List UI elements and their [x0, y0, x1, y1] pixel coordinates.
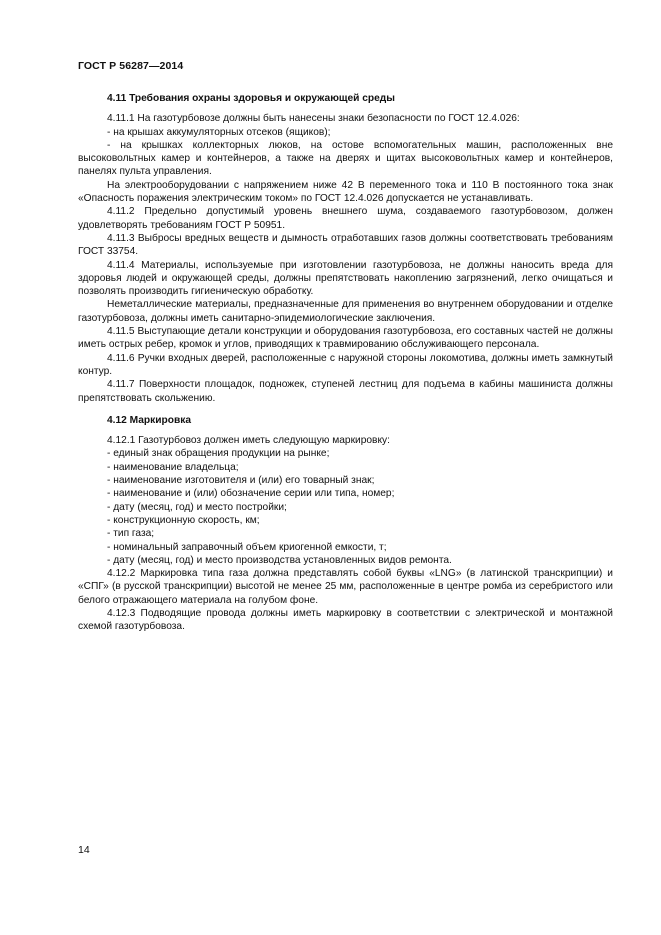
- paragraph-4-12-2: 4.12.2 Маркировка типа газа должна представлять собой буквы «LNG» (в латинской транскрипции) и «СПГ» (в русской транскрипции) высотой не менее 25 мм, расположенные в центре ромба из серебристого или белого отражающего материала на голубом фоне.: [78, 568, 613, 606]
- list-item: - наименование изготовителя и (или) его товарный знак;: [107, 475, 375, 487]
- list-item: - на крышах аккумуляторных отсеков (ящиков);: [107, 126, 331, 138]
- paragraph-4-11-2: 4.11.2 Предельно допустимый уровень внешнего шума, создаваемого газотурбовозом, должен удовлетворять требованиям ГОСТ Р 50951.: [78, 206, 613, 231]
- list-item: - номинальный заправочный объем криогенной емкости, т;: [107, 541, 387, 553]
- paragraph-4-12-3: 4.12.3 Подводящие провода должны иметь маркировку в соответствии с электрической и монтажной схемой газотурбовоза.: [78, 607, 613, 633]
- paragraph-nonmetallic-materials: Неметаллические материалы, предназначенные для применения во внутреннем оборудовании и отделке газотурбовоза, должны иметь санитарно-эпидемиологические заключения.: [78, 299, 613, 324]
- paragraph-4-11-3: 4.11.3 Выбросы вредных веществ и дымность отработавших газов должны соответствовать требованиям ГОСТ 33754.: [78, 232, 613, 258]
- list-item: - конструкционную скорость, км;: [107, 514, 260, 526]
- document-header: ГОСТ Р 56287—2014: [78, 60, 184, 72]
- paragraph-4-11-6: 4.11.6 Ручки входных дверей, расположенные с наружной стороны локомотива, должны иметь замкнутый контур.: [78, 352, 613, 377]
- section-title-4-11: 4.11 Требования охраны здоровья и окружающей среды: [107, 93, 395, 104]
- list-item: - наименование владельца;: [107, 461, 239, 473]
- paragraph-4-11-7: 4.11.7 Поверхности площадок, подножек, ступеней лестниц для подъема в кабины машиниста должны препятствовать скольжению.: [78, 379, 613, 404]
- paragraph-electrical-note: На электрооборудовании с напряжением ниже 42 В переменного тока и 110 В постоянного тока знак «Опасность поражения электрическим током» по ГОСТ 12.4.026 допускается не устанавливать.: [78, 179, 613, 205]
- paragraph-4-11-5: 4.11.5 Выступающие детали конструкции и оборудования газотурбовоза, его составных частей не должны иметь острых ребер, кромок и углов, приводящих к травмированию обслуживающего персонала.: [78, 326, 613, 351]
- page-number: 14: [78, 844, 90, 856]
- paragraph-4-11-4: 4.11.4 Материалы, используемые при изготовлении газотурбовоза, не должны наносить вреда для здоровья людей и окружающей среды, должны препятствовать накоплению загрязнений, легко очищаться и позволять производить гигиеническую обработку.: [78, 259, 613, 298]
- paragraph-4-11-1: 4.11.1 На газотурбовозе должны быть нанесены знаки безопасности по ГОСТ 12.4.026:: [107, 113, 520, 125]
- list-item: - тип газа;: [107, 528, 155, 540]
- list-item: - дату (месяц, год) и место производства установленных видов ремонта.: [107, 554, 452, 566]
- document-body: [78, 92, 613, 634]
- list-item: - единый знак обращения продукции на рынке;: [107, 448, 330, 460]
- list-item: - дату (месяц, год) и место постройки;: [107, 501, 287, 513]
- list-item: - на крышках коллекторных люков, на остове вспомогательных машин, расположенных вне высоковольтных камер и контейнеров, а также на дверях и щитах высоковольтных камер и контейнеров, панелях пульта управления.: [78, 139, 613, 178]
- section-title-4-12: 4.12 Маркировка: [107, 414, 191, 426]
- list-item: - наименование и (или) обозначение серии или типа, номер;: [107, 488, 395, 500]
- paragraph-4-12-1: 4.12.1 Газотурбовоз должен иметь следующую маркировку:: [107, 435, 390, 447]
